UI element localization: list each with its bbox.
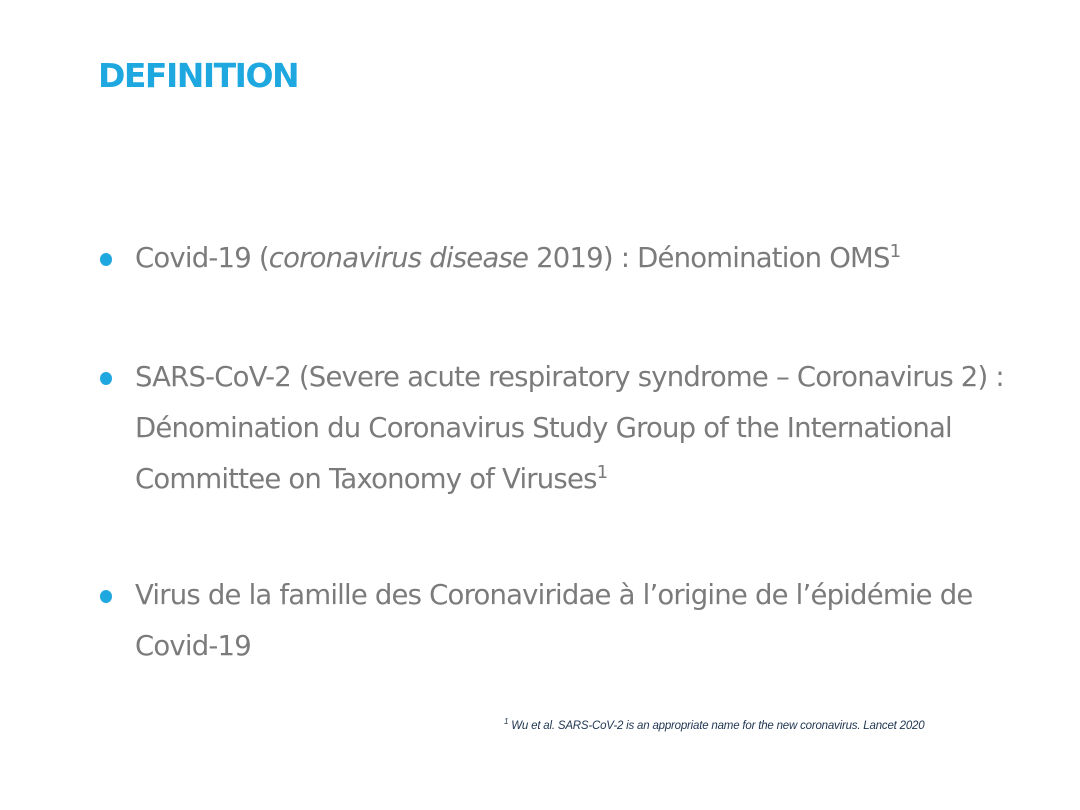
bullet-text-part: Covid-19 (	[135, 242, 269, 274]
footnote-reference: 1	[889, 240, 901, 262]
bullet-item-virus-family	[98, 570, 1058, 672]
bullet-dot-icon	[100, 372, 112, 385]
bullet-text-italic: coronavirus disease	[268, 242, 529, 274]
bullet-dot-icon	[100, 590, 112, 603]
footnote-reference: 1	[596, 461, 608, 483]
slide-title: DEFINITION	[98, 56, 299, 95]
footnote-text: Wu et al. SARS-CoV-2 is an appropriate name for the new coronavirus. Lancet 2020	[508, 720, 925, 732]
bullet-text	[135, 352, 1035, 505]
bullet-item-covid19	[98, 233, 1058, 284]
bullet-text-part: SARS-CoV-2 (Severe acute respiratory syndrome – Coronavirus 2) : Dénomination du Coronavirus Study Group of the International Committee on Taxonomy of Viruses	[135, 361, 1004, 495]
footnote-marker: 1	[504, 717, 509, 727]
bullet-item-sars-cov-2	[98, 352, 1058, 505]
footnote	[504, 717, 925, 732]
bullet-text-part: Virus de la famille des Coronaviridae à l’origine de l’épidémie de Covid-19	[135, 579, 973, 662]
bullet-text	[135, 233, 1035, 284]
bullet-dot-icon	[100, 253, 112, 266]
bullet-text	[135, 570, 1035, 672]
bullet-text-part: 2019) : Dénomination OMS	[528, 242, 890, 274]
